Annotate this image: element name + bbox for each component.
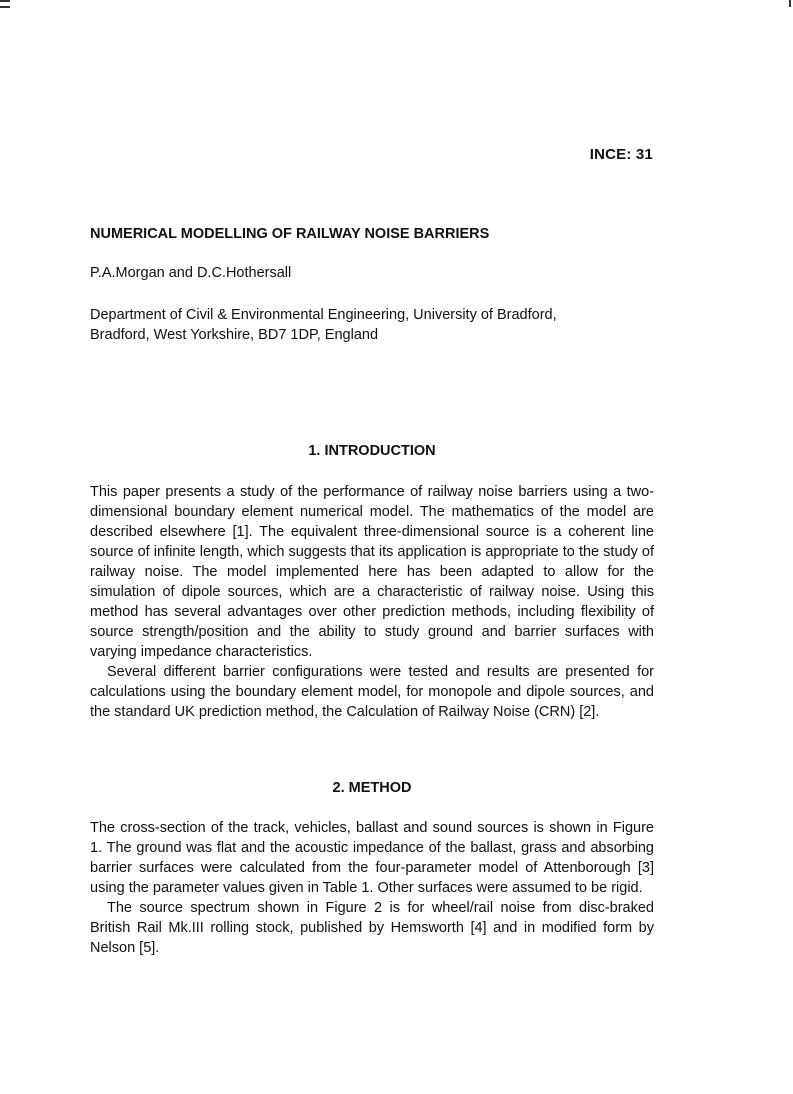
authors: P.A.Morgan and D.C.Hothersall <box>90 265 292 281</box>
method-paragraph-1: The cross-section of the track, vehicles, ballast and sound sources is shown in Figure 1. The ground was flat and the acoustic impedance of the ballast, grass and absorbing barrier surfaces were calculated from the four-parameter model of Attenborough [3] using the parameter values given in Table 1. Other surfaces were assumed to be rigid. <box>90 820 654 896</box>
section-heading-introduction: 1. INTRODUCTION <box>308 443 436 459</box>
scan-edge-mark-right <box>789 0 791 7</box>
scan-edge-mark-left <box>0 0 10 8</box>
introduction-body <box>90 482 654 722</box>
affiliation-line-1: Department of Civil & Environmental Engineering, University of Bradford, <box>90 307 557 323</box>
method-body <box>90 818 654 958</box>
introduction-paragraph-2: Several different barrier configurations were tested and results are presented for calculations using the boundary element model, for monopole and dipole sources, and the standard UK prediction method, the Calculation of Railway Noise (CRN) [2]. <box>90 664 654 720</box>
paper-id: INCE: 31 <box>589 146 653 163</box>
method-paragraph-2: The source spectrum shown in Figure 2 is for wheel/rail noise from disc-braked British Rail Mk.III rolling stock, published by Hemsworth [4] and in modified form by Nelson [5]. <box>90 900 654 956</box>
affiliation-line-2: Bradford, West Yorkshire, BD7 1DP, England <box>90 327 379 343</box>
introduction-paragraph-1: This paper presents a study of the performance of railway noise barriers using a two-dimensional boundary element numerical model. The mathematics of the model are described elsewhere [1]. The equivalent three-dimensional source is a coherent line source of infinite length, which suggests that its application is appropriate to the study of railway noise. The model implemented here has been adapted to allow for the simulation of dipole sources, which are a characteristic of railway noise. Using this method has several advantages over other prediction methods, including flexibility of source strength/position and the ability to study ground and barrier surfaces with varying impedance characteristics. <box>90 484 654 660</box>
affiliation <box>90 305 654 345</box>
section-heading-method: 2. METHOD <box>332 780 412 796</box>
paper-title: NUMERICAL MODELLING OF RAILWAY NOISE BARRIERS <box>90 226 490 242</box>
